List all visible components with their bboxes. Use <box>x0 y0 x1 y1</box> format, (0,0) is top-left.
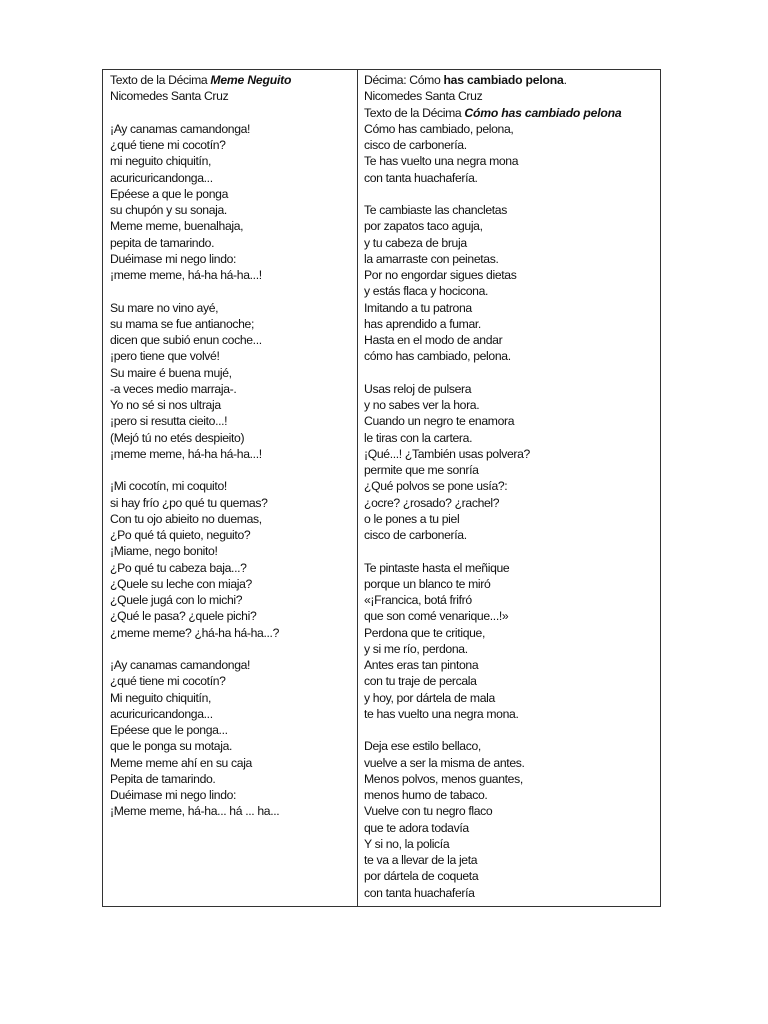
poem-line: si hay frío ¿po qué tu quemas? <box>110 495 268 510</box>
poem-line: Su mare no vino ayé, <box>110 300 219 315</box>
right-heading-suffix: . <box>563 73 567 87</box>
left-title-emphasis: Meme Neguito <box>210 73 292 87</box>
poem-line: y estás flaca y hocicona. <box>364 284 489 299</box>
poem-line: Y si no, la policía <box>364 836 450 851</box>
poem-line: vuelve a ser la misma de antes. <box>364 755 525 770</box>
poem-line: y no sabes ver la hora. <box>364 398 480 412</box>
right-title <box>364 105 660 121</box>
poem-line: Antes eras tan pintona <box>364 658 479 672</box>
poem-line: dicen que subió enun coche... <box>110 333 262 347</box>
poem-line: ¡pero si resutta cieito...! <box>110 414 228 429</box>
poem-line: has aprendido a fumar. <box>364 316 481 331</box>
poem-line <box>110 462 357 478</box>
poem-line: Usas reloj de pulsera <box>364 381 472 396</box>
poem-line <box>110 641 357 657</box>
poem-line: ¡Mi cocotín, mi coquito! <box>110 479 227 494</box>
poem-line: le tiras con la cartera. <box>364 430 473 445</box>
poem-line: (Mejó tú no etés despieito) <box>110 430 245 445</box>
poem-line: ¡Qué...! ¿También usas polvera? <box>364 446 530 461</box>
poem-line: con tu traje de percala <box>364 674 477 689</box>
poem-line: Duéimase mi nego lindo: <box>110 251 237 266</box>
poem-line: ¿meme meme? ¿há-ha há-ha...? <box>110 625 280 640</box>
poem-line: Epéese que le ponga... <box>110 723 228 737</box>
poem-line: ¡meme meme, há-ha há-ha...! <box>110 268 262 282</box>
left-poem-lines <box>110 105 357 820</box>
poem-line: ¡Ay canamas camandonga! <box>110 121 251 136</box>
poem-line: y tu cabeza de bruja <box>364 235 467 250</box>
poem-line: permite que me sonría <box>364 463 479 477</box>
poem-line: Su maire é buena mujé, <box>110 365 232 380</box>
poem-line: Yo no sé si nos ultraja <box>110 398 221 412</box>
poem-line: ¿qué tiene mi cocotín? <box>110 674 226 689</box>
poem-line: su chupón y su sonaja. <box>110 203 227 217</box>
poem-line: o le pones a tu piel <box>364 511 460 526</box>
poem-line: Menos polvos, menos guantes, <box>364 771 523 786</box>
poem-line <box>110 105 357 121</box>
poem-line: ¿Qué polvos se pone usía?: <box>364 479 508 494</box>
poem-line: -a veces medio marraja-. <box>110 381 237 396</box>
poem-line: que te adora todavía <box>364 820 469 835</box>
poem-line: te va a llevar de la jeta <box>364 853 478 867</box>
poem-line: ¡meme meme, há-ha há-ha...! <box>110 446 262 461</box>
poem-line: Pepita de tamarindo. <box>110 771 216 786</box>
poem-line: ¡Miame, nego bonito! <box>110 544 218 559</box>
right-title-emphasis: Cómo has cambiado pelona <box>464 105 622 120</box>
poem-table <box>102 69 661 907</box>
poem-line <box>364 722 660 738</box>
poem-line: ¡Ay canamas camandonga! <box>110 658 251 672</box>
poem-line: Mi neguito chiquitín, <box>110 690 212 705</box>
poem-line <box>364 186 660 202</box>
poem-line: por dártela de coqueta <box>364 869 479 884</box>
poem-line: Por no engordar sigues dietas <box>364 268 517 282</box>
right-heading <box>364 72 660 88</box>
poem-line: Con tu ojo abieito no duemas, <box>110 511 262 526</box>
poem-line: Te pintaste hasta el meñique <box>364 560 510 575</box>
left-column <box>103 70 358 906</box>
poem-line: que son comé venarique...!» <box>364 609 509 624</box>
poem-line: acuricuricandonga... <box>110 170 213 185</box>
left-author: Nicomedes Santa Cruz <box>110 89 229 104</box>
poem-line: mi neguito chiquitín, <box>110 154 212 169</box>
poem-line: con tanta huachafería <box>364 885 475 900</box>
poem-line: y si me río, perdona. <box>364 641 468 656</box>
poem-line: ¿Po qué tá quieto, neguito? <box>110 528 251 542</box>
poem-line: Imitando a tu patrona <box>364 300 472 315</box>
poem-line: Duéimase mi nego lindo: <box>110 788 237 802</box>
right-title-prefix: Texto de la Décima <box>364 105 465 120</box>
poem-line: te has vuelto una negra mona. <box>364 706 519 721</box>
poem-line: Vuelve con tu negro flaco <box>364 804 493 819</box>
poem-line: Te has vuelto una negra mona <box>364 154 519 169</box>
poem-line: que le ponga su motaja. <box>110 739 233 754</box>
poem-line: Meme meme ahí en su caja <box>110 755 252 770</box>
poem-line: Meme meme, buenalhaja, <box>110 219 244 234</box>
poem-line: ¿Quele jugá con lo michi? <box>110 593 243 607</box>
poem-line: con tanta huachafería. <box>364 170 478 185</box>
poem-line: su mama se fue antianoche; <box>110 316 255 331</box>
poem-line: Hasta en el modo de andar <box>364 333 503 347</box>
poem-line: cisco de carbonería. <box>364 528 467 542</box>
right-poem-lines <box>364 121 660 901</box>
poem-line: Te cambiaste las chancletas <box>364 203 507 217</box>
poem-line: ¿Po qué tu cabeza baja...? <box>110 560 247 575</box>
poem-line <box>364 543 660 559</box>
poem-line: ¿Quele su leche con miaja? <box>110 576 252 591</box>
poem-line <box>110 283 357 299</box>
poem-line: menos humo de tabaco. <box>364 788 488 802</box>
left-title-prefix: Texto de la Décima <box>110 73 211 87</box>
poem-line: porque un blanco te miró <box>364 576 491 591</box>
poem-line: Cómo has cambiado, pelona, <box>364 121 514 136</box>
poem-line: pepita de tamarindo. <box>110 235 215 250</box>
poem-line: Deja ese estilo bellaco, <box>364 739 481 754</box>
poem-line <box>364 365 660 381</box>
poem-line: por zapatos taco aguja, <box>364 219 483 234</box>
poem-line: ¿qué tiene mi cocotín? <box>110 138 226 152</box>
poem-line: cisco de carbonería. <box>364 138 467 152</box>
poem-line: ¿Qué le pasa? ¿quele pichi? <box>110 609 257 624</box>
right-author: Nicomedes Santa Cruz <box>364 89 483 104</box>
poem-line: acuricuricandonga... <box>110 706 213 721</box>
right-column <box>358 70 660 906</box>
poem-line: ¡Meme meme, há-ha... há ... ha... <box>110 804 280 819</box>
right-heading-prefix: Décima: Cómo <box>364 73 444 87</box>
left-title <box>110 72 357 88</box>
poem-line: la amarraste con peinetas. <box>364 251 499 266</box>
poem-line: y hoy, por dártela de mala <box>364 690 495 705</box>
poem-line: Epéese a que le ponga <box>110 186 229 201</box>
poem-line: ¡pero tiene que volvé! <box>110 349 220 364</box>
poem-line: Perdona que te critique, <box>364 625 486 640</box>
poem-line: «¡Francica, botá frifró <box>364 593 472 607</box>
poem-line: Cuando un negro te enamora <box>364 414 515 429</box>
right-heading-emphasis: has cambiado pelona <box>443 73 564 87</box>
poem-line: cómo has cambiado, pelona. <box>364 349 511 364</box>
poem-line: ¿ocre? ¿rosado? ¿rachel? <box>364 495 500 510</box>
